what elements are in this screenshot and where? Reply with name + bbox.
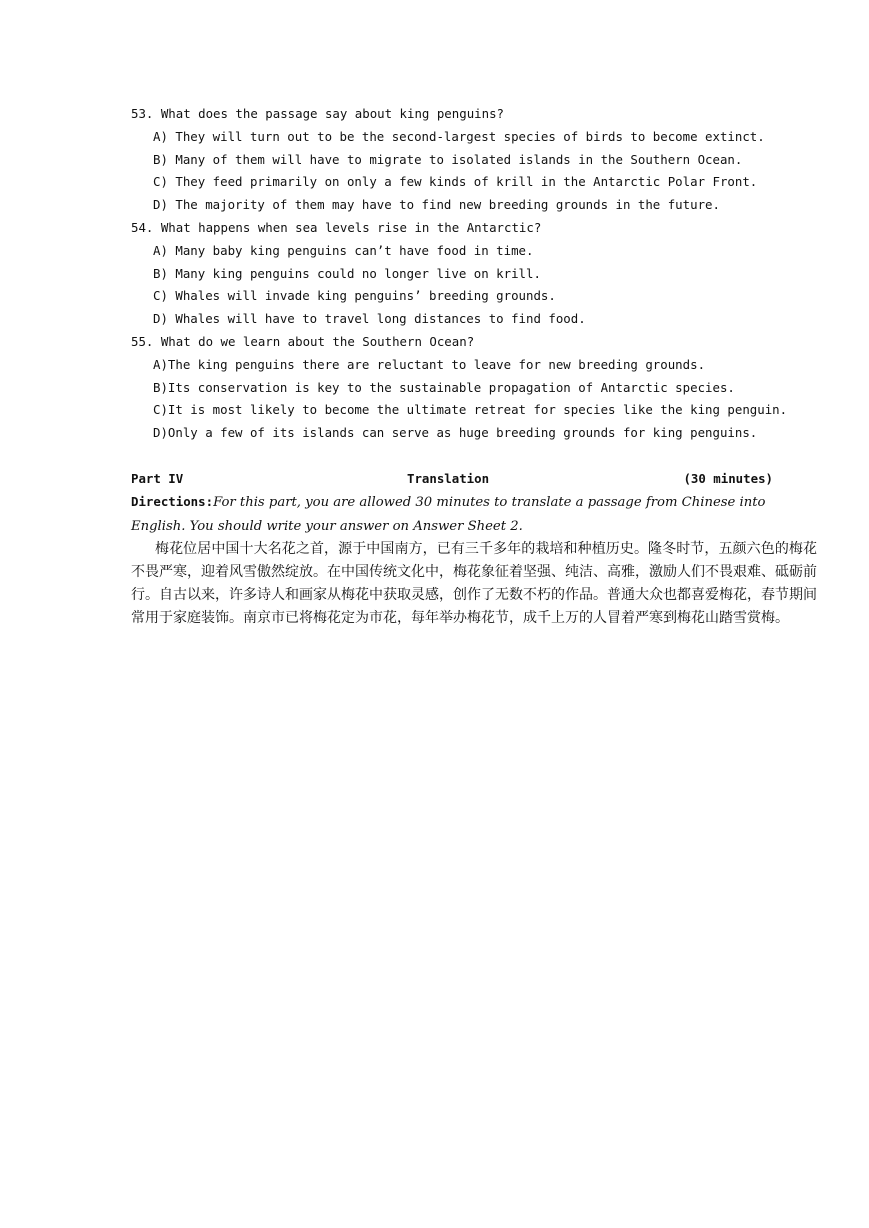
part-time: (30 minutes): [683, 470, 773, 486]
question-stem: 55. What do we learn about the Southern Ocean?: [131, 333, 475, 349]
directions-text: For this part, you are allowed 30 minutes to translate a passage from Chinese into English. You should write your answer on Answer Sheet 2.: [131, 494, 766, 534]
answer-option-a: A)The king penguins there are reluctant to leave for new breeding grounds.: [153, 356, 706, 372]
question-stem: 53. What does the passage say about king penguins?: [131, 106, 504, 121]
answer-option-d: D) Whales will have to travel long distances to find food.: [153, 311, 586, 327]
exam-page: [131, 103, 817, 630]
answer-option-c: C) Whales will invade king penguins’ breeding grounds.: [153, 288, 556, 304]
answer-option-a: A) They will turn out to be the second-largest species of birds to become extinct.: [153, 128, 765, 144]
question-53: [131, 103, 817, 217]
answer-option-d: D)Only a few of its islands can serve as huge breeding grounds for king penguins.: [153, 425, 758, 441]
part-header: [131, 468, 817, 491]
directions-label: Directions:: [131, 493, 214, 509]
answer-option-b: B) Many king penguins could no longer live on krill.: [153, 265, 541, 281]
answer-option-b: B)Its conservation is key to the sustainable propagation of Antarctic species.: [153, 379, 735, 395]
question-55: [131, 331, 817, 445]
answer-option-d: D) The majority of them may have to find new breeding grounds in the future.: [153, 197, 720, 213]
directions: [131, 491, 817, 539]
section-spacer: [131, 445, 817, 468]
answer-option-a: A) Many baby king penguins can’t have food in time.: [153, 242, 534, 258]
question-54: [131, 217, 817, 331]
answer-option-b: B) Many of them will have to migrate to isolated islands in the Southern Ocean.: [153, 151, 743, 167]
answer-option-c: C)It is most likely to become the ultimate retreat for species like the king penguin.: [153, 402, 788, 418]
part-title: Translation: [407, 470, 490, 486]
part-label: Part IV: [131, 470, 184, 486]
answer-option-c: C) They feed primarily on only a few kinds of krill in the Antarctic Polar Front.: [153, 174, 758, 190]
question-stem: 54. What happens when sea levels rise in the Antarctic?: [131, 219, 542, 235]
translation-passage: 梅花位居中国十大名花之首，源于中国南方，已有三千多年的栽培和种植历史。隆冬时节，五颜六色的梅花不畏严寒，迎着风雪傲然绽放。在中国传统文化中，梅花象征着坚强、纯洁、高雅，激励人们不畏艰难、砥砺前行。自古以来，许多诗人和画家从梅花中获取灵感，创作了无数不朽的作品。普通大众也都喜爱梅花，春节期间常用于家庭装饰。南京市已将梅花定为市花，每年举办梅花节，成千上万的人冒着严寒到梅花山踏雪赏梅。: [131, 541, 817, 626]
